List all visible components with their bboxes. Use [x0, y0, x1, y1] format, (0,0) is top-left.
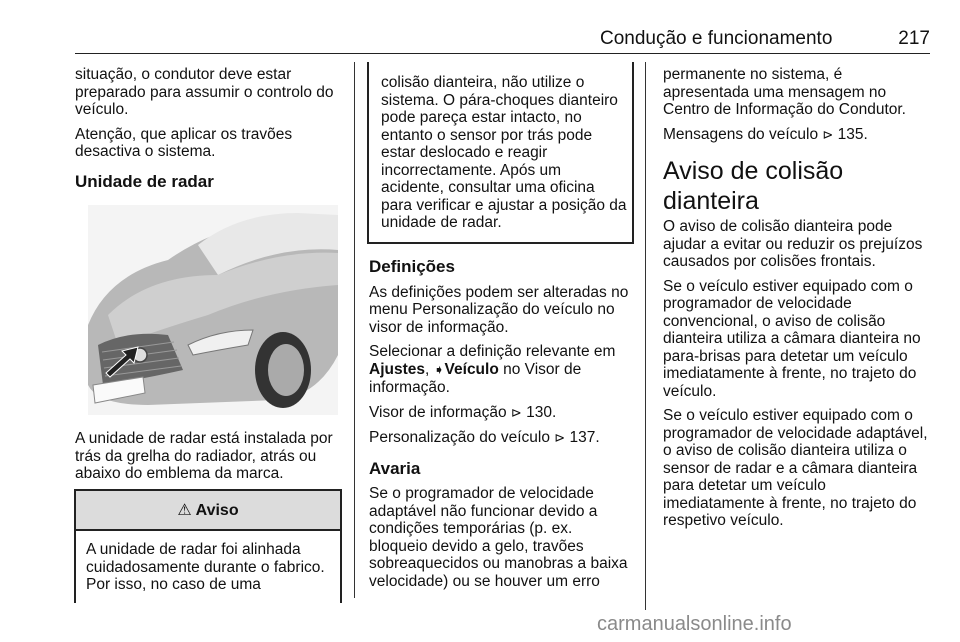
subheading-radar-unit: Unidade de radar: [75, 171, 214, 191]
warning-triangle-icon: ⚠: [177, 500, 192, 519]
page-number: 217: [898, 28, 930, 49]
text: no Visor de informação.: [369, 360, 582, 396]
reference-page: 135.: [837, 125, 868, 143]
subheading-avaria: Avaria: [369, 458, 421, 478]
cross-reference[interactable]: [663, 126, 929, 145]
cross-reference[interactable]: [369, 429, 635, 448]
column-2: [369, 258, 635, 590]
reference-arrow-icon: ⊳: [554, 431, 566, 446]
warning-continued-body: [381, 74, 627, 232]
reference-arrow-icon: ⊳: [822, 127, 834, 143]
warning-text: A unidade de radar foi alinhada cuidadosamente durante o fabrico. Por isso, no caso de uma: [86, 541, 325, 593]
reference-page: 130.: [526, 403, 557, 421]
menu-veiculo: Veículo: [444, 360, 499, 378]
section-title: Aviso de colisão dianteira: [663, 157, 844, 215]
warning-box-continued: [367, 62, 634, 244]
paragraph: Atenção, que aplicar os travões desactiva o sistema.: [75, 125, 293, 160]
image-caption: A unidade de radar está instalada por trás da grelha do radiador, atrás ou abaixo do emblema da marca.: [75, 430, 333, 482]
warning-box: [74, 489, 342, 603]
reference-text: Personalização do veículo: [369, 429, 550, 446]
header-rule: [75, 53, 930, 54]
reference-text: Mensagens do veículo: [663, 125, 819, 143]
reference-page: 137.: [569, 429, 600, 446]
menu-arrow-icon: ➧: [433, 362, 445, 378]
paragraph: permanente no sistema, é apresentada uma mensagem no Centro de Informação do Condutor.: [663, 66, 906, 118]
warning-continued-text: colisão dianteira, não utilize o sistema. O pára-choques dianteiro pode pareça estar intacto, no entanto o sensor por trás pode estar deslocado e reagir incorrectamente. Após um acidente, consultar uma oficina para verificar e ajustar a posição da unidade de radar.: [381, 74, 627, 231]
column-separator-1: [354, 62, 355, 598]
paragraph: Se o veículo estiver equipado com o programador de velocidade adaptável, o aviso de colisão dianteira utiliza o sensor de radar e a câmara dianteira para detetar um veículo imediatamente à frente, no trajeto do respetivo veículo.: [663, 407, 928, 529]
paragraph: O aviso de colisão dianteira pode ajudar a evitar ou reduzir os prejuízos causados por colisões frontais.: [663, 218, 923, 270]
warning-title: Aviso: [195, 502, 239, 519]
column-separator-2: [645, 62, 646, 610]
subheading-definicoes: Definições: [369, 257, 455, 276]
text: Selecionar a definição relevante em: [369, 343, 616, 360]
paragraph: situação, o condutor deve estar preparado para assumir o controlo do veículo.: [75, 66, 334, 118]
paragraph: As definições podem ser alteradas no menu Personalização do veículo no visor de informação.: [369, 283, 629, 336]
paragraph: [369, 343, 635, 397]
radar-unit-illustration: [88, 205, 338, 415]
column-3: [663, 66, 929, 530]
separator: ,: [425, 360, 434, 378]
menu-ajustes: Ajustes: [369, 360, 425, 378]
cross-reference[interactable]: [369, 404, 635, 423]
warning-header: [76, 491, 340, 531]
warning-body: [86, 541, 332, 594]
reference-arrow-icon: ⊳: [510, 405, 522, 421]
page-header: [600, 28, 930, 54]
header-title: Condução e funcionamento: [600, 28, 833, 49]
paragraph: Se o programador de velocidade adaptável não funcionar devido a condições temporárias (p. ex. bloqueio devido a gelo, travões sobreaquecidos ou manobras a baixa velocidade) ou se houver um erro: [369, 485, 628, 590]
reference-text: Visor de informação: [369, 403, 507, 421]
column-1-lower: [75, 430, 341, 483]
footer-watermark: carmanualsonline.info: [597, 613, 792, 635]
column-1: [75, 66, 341, 190]
paragraph: Se o veículo estiver equipado com o programador de velocidade convencional, o aviso de colisão dianteira utiliza a câmara dianteira no para-brisas para detetar um veículo imediatamente à frente, no trajeto do veículo.: [663, 277, 921, 400]
